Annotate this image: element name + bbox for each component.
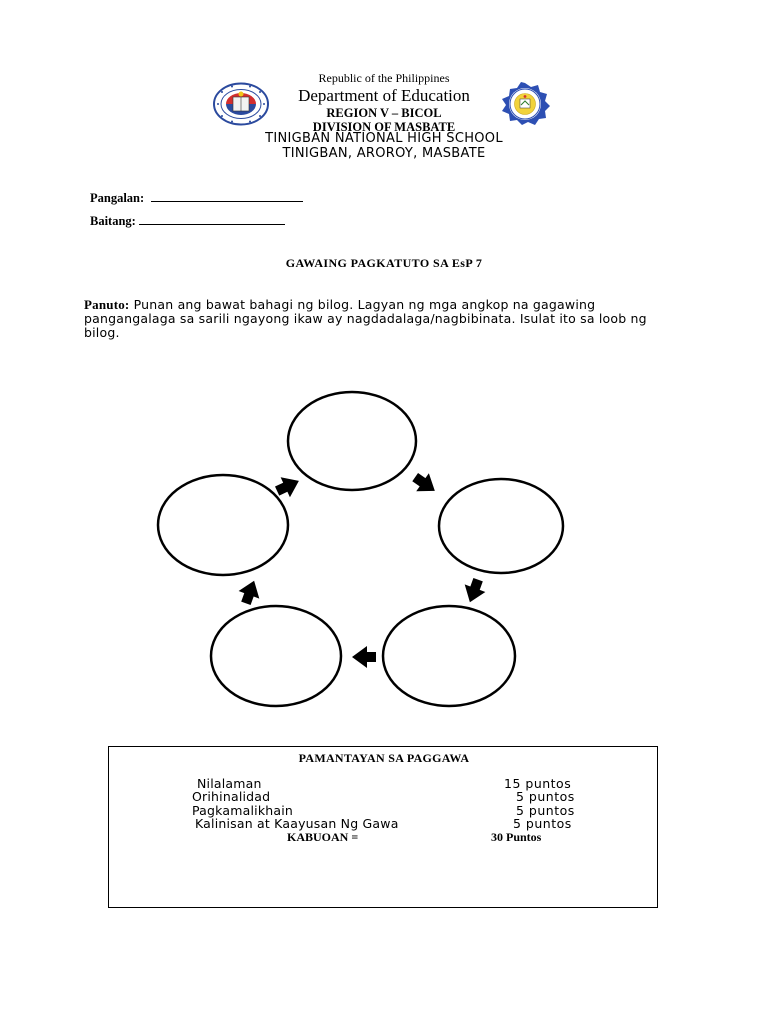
name-field[interactable] [90, 190, 303, 206]
criterion-name: Nilalaman [197, 776, 262, 791]
grade-label: Baitang: [90, 214, 136, 228]
total-points: 30 Puntos [491, 830, 542, 844]
circle-right[interactable] [439, 479, 563, 573]
arrow-bottom-right-to-bottom-left [352, 646, 376, 668]
republic-heading: Republic of the Philippines [318, 71, 450, 85]
circle-left[interactable] [158, 475, 288, 575]
criterion-points: 5 puntos [513, 816, 572, 831]
school-name: TINIGBAN NATIONAL HIGH SCHOOL [265, 131, 503, 146]
department-heading: Department of Education [298, 86, 470, 105]
criterion-name: Pagkamalikhain [192, 803, 294, 818]
activity-title: GAWAING PAGKATUTO SA EsP 7 [285, 256, 483, 270]
name-label: Pangalan: [90, 191, 145, 205]
rubric-box [108, 746, 658, 908]
grade-blank-line[interactable] [139, 213, 285, 225]
arrow-bottom-left-to-left [236, 577, 265, 607]
instructions [84, 298, 684, 340]
school-seal-icon [498, 82, 552, 126]
cycle-diagram [0, 380, 768, 730]
arrow-right-to-bottom-right [460, 576, 489, 606]
instructions-label: Panuto: [84, 297, 130, 312]
criterion-points: 15 puntos [504, 776, 572, 791]
criterion-points: 5 puntos [516, 789, 575, 804]
deped-seal-icon [212, 82, 270, 126]
name-blank-line[interactable] [151, 190, 303, 202]
arrow-top-to-right [409, 468, 441, 500]
instructions-text: Punan ang bawat bahagi ng bilog. Lagyan ng mga angkop na gagawing pangangalaga sa sarili ngayong ikaw ay nagdadalaga/nagbibinata. Isulat ito sa loob ng bilog. [84, 297, 647, 340]
circle-top[interactable] [288, 392, 416, 490]
criterion-name: Kalinisan at Kaayusan Ng Gawa [195, 816, 399, 831]
criterion-name: Orihinalidad [192, 789, 271, 804]
school-address: TINIGBAN, AROROY, MASBATE [282, 146, 486, 161]
grade-field[interactable] [90, 213, 285, 229]
criterion-points: 5 puntos [516, 803, 575, 818]
region-heading: REGION V – BICOL [326, 106, 442, 120]
circle-bottom-right[interactable] [383, 606, 515, 706]
rubric-title: PAMANTAYAN SA PAGGAWA [298, 751, 470, 765]
circle-bottom-left[interactable] [211, 606, 341, 706]
division-heading: DIVISION OF MASBATE [312, 120, 456, 134]
total-label: KABUOAN = [287, 830, 359, 844]
